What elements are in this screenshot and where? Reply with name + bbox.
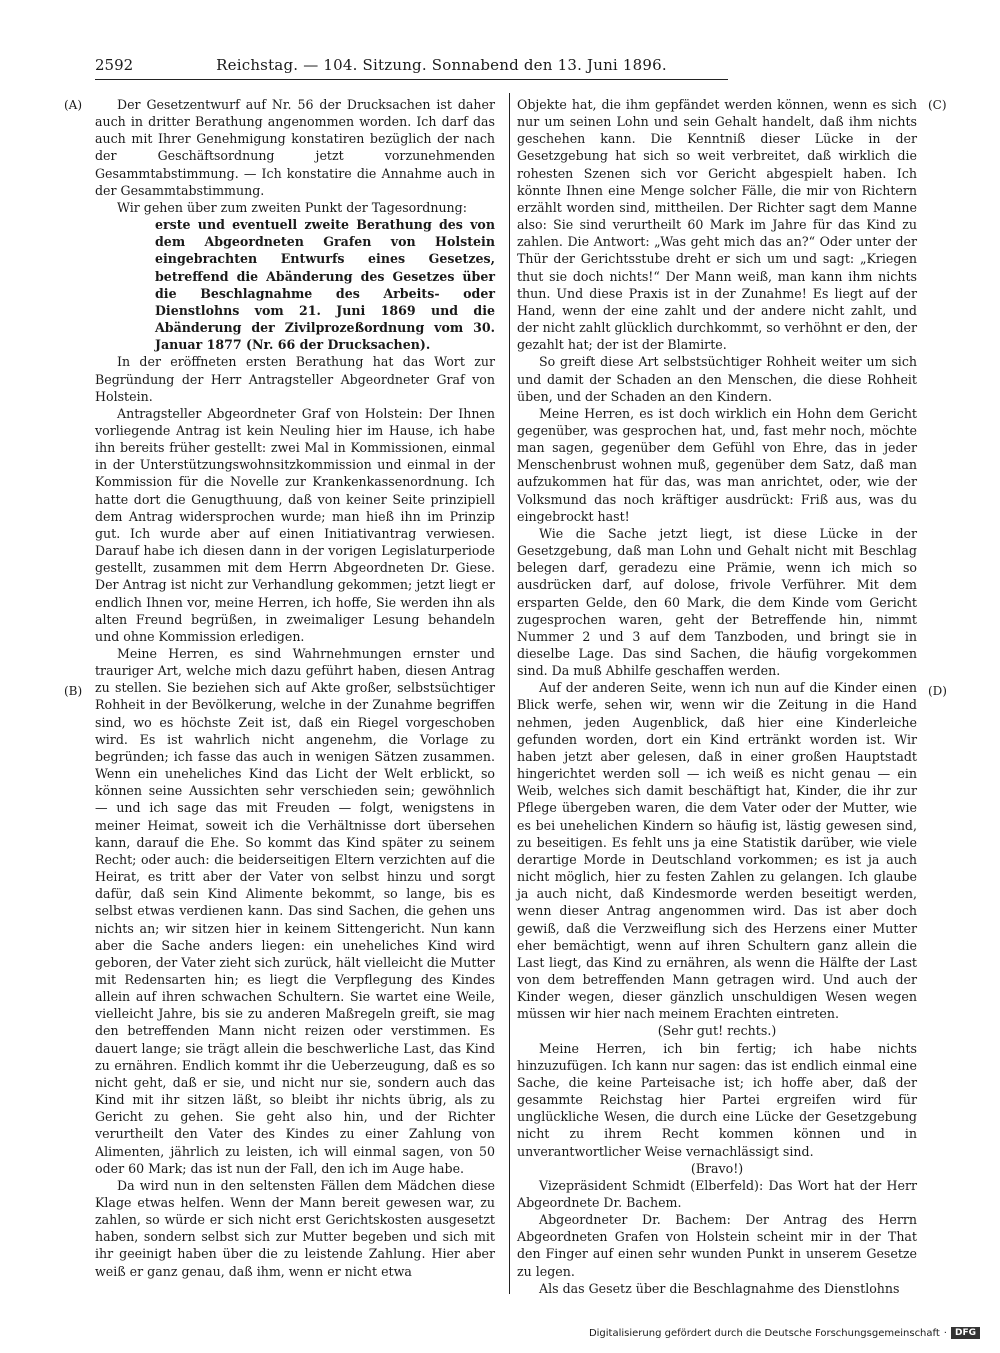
speaker-paragraph: Vizepräsident Schmidt (Elberfeld): Das Wort hat der Herr Abgeordnete Dr. Bachem. [517, 1177, 917, 1210]
page-header [95, 56, 728, 74]
paragraph: So greift diese Art selbstsüchtiger Rohheit weiter um sich und damit der Schaden an den Menschen, die diese Rohheit üben, und der Schaden an den Kindern. [517, 354, 917, 404]
margin-mark-d: (D) [928, 684, 947, 698]
digitization-credit: Digitalisierung gefördert durch die Deutsche Forschungsgemeinschaft · DFG [589, 1327, 980, 1339]
interjection: (Bravo!) [690, 1160, 744, 1176]
margin-mark-a: (A) [64, 98, 83, 112]
left-column [95, 96, 495, 1280]
speech-paragraph: Antragsteller Abgeordneter Graf von Holstein: Der Ihnen vorliegende Antrag ist kein Neuling hier im Hause, ich habe ihn bereits früher gestellt: zwei Mal in Kommissionen, einmal in der Unterstützungswohnsitzkommission und einmal in der Kommission für die Novelle zur Krankenkassenordnung. Ich hatte dort die Genugthuung, daß von keiner Seite prinzipiell dem Antrag widersprochen wurde; man hieß ihn im Prinzip gut. Ich wurde aber auf einen Initiativantrag verwiesen. Darauf habe ich diesen dann in der vorigen Legislaturperiode gestellt, zusammen mit dem Herrn Abgeordneten Dr. Giese. Der Antrag ist nicht zur Verhandlung gekommen; jetzt liegt er endlich Ihnen vor, meine Herren, ich hoffe, Sie werden ihn als alten Freund begrüßen, in zweimaliger Lesung behandeln und ohne Kommission erledigen. [95, 405, 495, 644]
interjection: (Sehr gut! rechts.) [657, 1023, 777, 1039]
speaker-paragraph: Abgeordneter Dr. Bachem: Der Antrag des Herrn Abgeordneten Grafen von Holstein scheint mir in der That den Finger auf einen sehr wunden Punkt in unserem Gesetze zu legen. [517, 1212, 917, 1279]
paragraph: Wie die Sache jetzt liegt, ist diese Lücke in der Gesetzgebung, daß man Lohn und Gehalt nicht mit Beschlag belegen darf, geradezu eine Prämie, wenn ich mich so ausdrücken darf, auf dolose, frivole Verführer. Mit dem ersparten Gelde, den 60 Mark, die dem Kinde vom Gericht zugesprochen waren, geht der Betreffende hin, nimmt Nummer 2 und 3 auf dem Tanzboden, und bringt sie in dieselbe Lage. Das sind Sachen, die häufig vorgekommen sind. Da muß Abhilfe geschaffen werden. [517, 525, 917, 679]
header-rule [95, 79, 728, 80]
paragraph: Da wird nun in den seltensten Fällen dem Mädchen diese Klage etwas helfen. Wenn der Mann bereit gewesen war, zu zahlen, so würde er sich nicht erst Gerichtskosten ausgesetzt haben, sondern selbst sich zur Mutter begeben und sich mit ihr geeinigt haben über die zu leistende Zahlung. Hier aber weiß er ganz genau, daß ihm, wenn er nicht etwa [95, 1177, 495, 1279]
dfg-logo-icon: DFG [951, 1327, 980, 1339]
paragraph: Als das Gesetz über die Beschlagnahme des Dienstlohns [539, 1280, 900, 1296]
paragraph: Meine Herren, es sind Wahrnehmungen ernster und trauriger Art, welche mich dazu geführt haben, diesen Antrag zu stellen. Sie beziehen sich auf Akte großer, selbstsüchtiger Rohheit in der Bevölkerung, welche in der Zunahme begriffen sind, wo es höchste Zeit ist, daß ein Riegel vorgeschoben wird. Es ist wahrlich nicht angenehm, die Vorlage zu begründen; ich fasse das auch in wenigen Sätzen zusammen. Wenn ein uneheliches Kind das Licht der Welt erblickt, so können seine Aussichten sehr verschieden sein; gewöhnlich — und ich sage das mit Freuden — folgt, wenigstens in meiner Heimat, soweit ich die Verhältnisse dort übersehen kann, darauf die Ehe. So kommt das Kind später zu seinem Recht; oder auch: die beiderseitigen Eltern verzichten auf die Heirat, es tritt aber der Vater von selbst hinzu und sorgt dafür, daß sein Kind Alimente bekommt, so lange, bis es selbst etwas verdienen kann. Das sind Sachen, die gehen uns nichts an; wir sitzen hier in keinem Sittengericht. Nun kann aber die Sache anders liegen: ein uneheliches Kind wird geboren, der Vater zieht sich zurück, hält vielleicht die Mutter mit Redensarten hin; es liegt die Verpflegung des Kindes allein auf ihren schwachen Schultern. Sie wartet eine Weile, vielleicht Jahre, bis sie zu anderen Maßregeln greift, sie mag den betreffenden Mann nicht reizen oder verstimmen. Es dauert lange; sie trägt allein die beschwerliche Last, das Kind zu ernähren. Endlich kommt ihr die Ueberzeugung, daß es so nicht geht, daß er sie, und nicht nur sie, sondern auch das Kind mit ihr sitzen läßt, so bleibt ihr nichts übrig, als zu Gericht zu gehen. Sie geht also hin, und der Richter verurtheilt den Vater des Kindes zu einer Zahlung von Alimenten, jährlich zu leisten, ich will einmal sagen, von 50 oder 60 Mark; das ist nun der Fall, den ich im Auge habe. [95, 646, 496, 1176]
margin-mark-b: (B) [64, 684, 83, 698]
paragraph: Objekte hat, die ihm gepfändet werden können, wenn es sich nur um seinen Lohn und sein Gehalt handelt, daß ihm nichts geschehen kann. Die Kenntniß dieser Lücke in der Gesetzgebung hat sich so weit verbreitet, daß wirklich die rohesten Szenen sich vor Gericht abgespielt haben. Ich könnte Ihnen eine Menge solcher Fälle, die mir von Richtern erzählt worden sind, mittheilen. Der Richter sagt dem Manne also: Sie sind verurtheilt 60 Mark im Jahre für das Kind zu zahlen. Die Antwort: „Was geht mich das an?“ Oder unter der Thür der Gerichtsstube dreht er sich um und sagt: „Kriegen thut sie doch nichts!“ Der Mann weiß, man kann ihm nichts thun. Und diese Praxis ist in der Zunahme! Es liegt auf der Hand, wenn der eine zahlt und der andere nicht zahlt, und der nicht zahlt glücklich durchkommt, so verhöhnt er den, der gezahlt hat; der ist der Blamirte. [517, 97, 917, 353]
paragraph: Meine Herren, es ist doch wirklich ein Hohn dem Gericht gegenüber, was gesprochen hat, und, fast mehr noch, möchte man sagen, gegenüber dem Gefühl von Ehre, das in jeder Menschenbrust wohnen muß, gegenüber dem Satz, daß man aufzukommen hat für das, was man anrichtet, oder, wie der Volksmund das noch kräftiger ausdrückt: Friß aus, was du eingebrockt hast! [517, 405, 917, 524]
paragraph: Der Gesetzentwurf auf Nr. 56 der Drucksachen ist daher auch in dritter Berathung angenommen worden. Ich darf das auch mit Ihrer Genehmigung konstatiren bezüglich der nach der Geschäftsordnung jetzt vorzunehmenden Gesammtabstimmung. — Ich konstatire die Annahme auch in der Gesammtabstimmung. [95, 97, 495, 198]
paragraph: Meine Herren, ich bin fertig; ich habe nichts hinzuzufügen. Ich kann nur sagen: das ist endlich einmal eine Sache, die keine Parteisache ist; ich hoffe aber, daß der gesammte Reichstag hier Partei ergreifen wird für unglückliche Wesen, die durch eine Lücke der Gesetzgebung nicht zu ihrem Recht kommen können und in unverantwortlicher Weise vernachlässigt sind. [517, 1040, 917, 1159]
right-column [517, 96, 917, 1297]
running-title: Reichstag. — 104. Sitzung. Sonnabend den 13. Juni 1896. [216, 56, 667, 74]
credit-text: Digitalisierung gefördert durch die Deutsche Forschungsgemeinschaft [588, 1327, 940, 1339]
paragraph: Wir gehen über zum zweiten Punkt der Tagesordnung: [117, 199, 467, 215]
paragraph: Auf der anderen Seite, wenn ich nun auf die Kinder einen Blick werfe, sehen wir, wenn wir die Zeitung in die Hand nehmen, jeden Augenblick, daß hier eine Kinderleiche gefunden worden, dort ein Kind ertränkt worden ist. Wir haben jetzt aber gelesen, daß in einer großen Hauptstadt hingerichtet werden soll — ich weiß es nicht genau — ein Weib, welches sich damit beschäftigt hat, Kinder, die ihr zur Pflege übergeben waren, die dem Vater oder der Mutter, wie es bei unehelichen Kindern so häufig ist, lästig gewesen sind, zu beseitigen. Es fehlt uns ja eine Statistik darüber, wie viele derartige Morde in Deutschland vorkommen; es ist ja auch nicht möglich, hier zu festen Zahlen zu gelangen. Ich glaube ja auch nicht, daß Kindesmorde werden beseitigt werden, wenn dieser Antrag angenommen wird. Das ist aber doch gewiß, daß die Verzweiflung sich des Herzens einer Mutter eher bemächtigt, wenn auf ihren Schultern ganz allein die Last liegt, das Kind zu ernähren, als wenn die Hälfte der Last von dem betreffenden Mann getragen wird. Und auch der Kinder wegen, dieser gänzlich unschuldigen Wesen wegen müssen wir hier nach meinem Erachten eintreten. [517, 680, 917, 1022]
margin-mark-c: (C) [928, 98, 947, 112]
page-number: 2592 [95, 56, 134, 74]
paragraph: In der eröffneten ersten Berathung hat das Wort zur Begründung der Herr Antragsteller Abgeordneter Graf von Holstein. [95, 354, 495, 404]
column-divider [509, 93, 510, 1294]
agenda-item: erste und eventuell zweite Berathung des von dem Abgeordneten Grafen von Holstein eingebrachten Entwurfs eines Gesetzes, betreffend die Abänderung des Gesetzes über die Beschlagnahme des Arbeits- oder Dienstlohns vom 21. Juni 1869 und die Abänderung der Zivilprozeßordnung vom 30. Januar 1877 (Nr. 66 der Drucksachen). [155, 217, 495, 353]
